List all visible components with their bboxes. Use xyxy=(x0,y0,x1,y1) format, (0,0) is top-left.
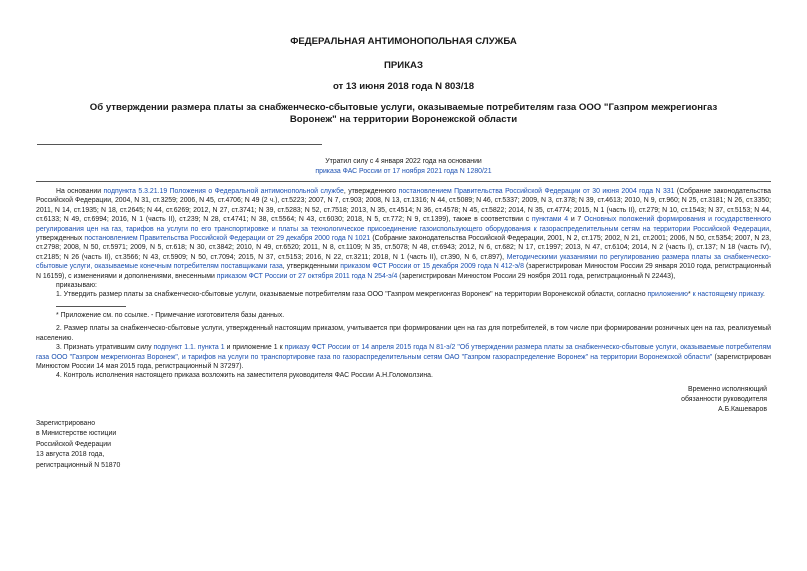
registration-line-2: в Министерстве юстиции xyxy=(36,430,117,438)
status-link[interactable]: приказа ФАС России от 17 ноября 2021 года N 1280/21 xyxy=(315,168,492,175)
preamble-text: , утвержденными xyxy=(282,263,341,271)
doc-date-number: от 13 июня 2018 года N 803/18 xyxy=(332,81,475,92)
link-gov-decree-331[interactable]: постановлением Правительства Российской Федерации от 30 июня 2004 года N 331 xyxy=(398,188,675,195)
link-points-4[interactable]: пунктами 4 xyxy=(531,216,569,224)
link-fas-regulation[interactable]: подпункта 5.3.21.19 Положения о Федеральной антимонопольной службе xyxy=(103,188,344,195)
agency-title: ФЕДЕРАЛЬНАЯ АНТИМОНОПОЛЬНАЯ СЛУЖБА xyxy=(290,36,517,47)
status-note xyxy=(36,157,771,177)
footnote: * Приложение см. по ссылке. - Примечание изготовителя базы данных. xyxy=(56,311,285,319)
item-3-text: 3. Признать утратившим силу xyxy=(56,344,154,352)
link-fst-order-412[interactable]: приказом ФСТ России от 15 декабря 2009 года N 412-э/8 xyxy=(340,263,524,271)
registration-date: 13 августа 2018 года, xyxy=(36,451,105,459)
preamble-text: и 7 xyxy=(568,216,585,224)
doc-type: ПРИКАЗ xyxy=(384,60,423,71)
registration-number: регистрационный N 51870 xyxy=(36,461,121,469)
preamble-text: , утвержденного xyxy=(343,188,399,195)
footnote-marker: * xyxy=(687,291,691,299)
divider-mid xyxy=(36,181,771,182)
status-line: Утратил силу с 4 января 2022 года на основании xyxy=(325,158,482,165)
document-body xyxy=(36,187,771,381)
preamble-text: , утвержденных xyxy=(36,225,771,243)
link-gov-decree-1021[interactable]: постановлением Правительства Российской Федерации от 29 декабря 2000 года N 1021 xyxy=(84,235,371,243)
link-fst-order-254[interactable]: приказом ФСТ России от 27 октября 2011 года N 254-э/4 xyxy=(216,272,398,280)
preamble-text: (зарегистрирован Минюстом России 29 ноября 2011 года, регистрационный N 22443), xyxy=(397,272,676,280)
order-word: приказываю: xyxy=(56,282,97,290)
item-3-text: и приложение 1 к xyxy=(224,344,285,352)
item-3-text: (зарегистрирован Минюстом России 14 мая 2015 года, регистрационный N 37297). xyxy=(36,353,771,370)
registration-line-3: Российской Федерации xyxy=(36,440,111,448)
signature-line-1: Временно исполняющий xyxy=(688,385,767,393)
link-subpoint-1-1[interactable]: подпункт 1.1. пункта 1 xyxy=(153,344,225,352)
divider-top xyxy=(37,144,322,145)
registration-block xyxy=(36,419,771,472)
link-appendix[interactable]: приложению xyxy=(647,291,688,299)
preamble-text: На основании xyxy=(56,188,104,195)
preamble-text: (зарегистрирован Минюстом России 29 января 2010 года, регистрационный N 16159), с изменениями и дополнениями, внесенными xyxy=(36,263,771,280)
item-4: 4. Контроль исполнения настоящего приказа возложить на заместителя руководителя ФАС России А.Н.Голомолзина. xyxy=(56,372,433,380)
item-3 xyxy=(36,343,771,371)
preamble-text: (Собрание законодательства Российской Федерации, 2004, N 31, ст.3259; 2006, N 45, ст.4706; N 49 (2 ч.), ст.5223; 2007, N 7, ст.903; 2008, N 13, ст.1316; N 44, ст.5089; N 46, ст.5337; 2009, N 3, ст.378; N 39, ст.4613; 2010, N 9, ст.960; N 25, ст.3181; N 26, ст.3350; 2011, N 14, ст.1935; N 18, ст.2645; N 44, ст.6269; 2012, N 27, ст.3741; N 39, ст.5283; N 52, ст.7518; 2013, N 35, ст.4514; N 36, ст.4578; N 45, ст.5822; 2014, N 35, ст.4774; 2015, N 1 (часть II), ст.279; N 10, ст.1543; N 37, ст.5153; N 44, ст.6133; N 49, ст.6994; 2016, N 1 (часть II), ст.239; N 28, ст.4741; N 38, ст.5564; N 43, ст.6030; 2018, N 5, ст.772; N 9, ст.1399), также в соответствии с xyxy=(36,188,771,224)
item-2: 2. Размер платы за снабженческо-сбытовые услуги, утвержденный настоящим приказом, учитывается при формировании цен на газ для потребителей, в том числе при формировании розничных цен на газ, реализуемый населению. xyxy=(36,325,771,342)
link-basic-provisions[interactable]: Основных положений формирования и государственного регулирования цен на газ, тарифов на услуги по его транспортировке и платы за технологическое присоединение газоиспользующего оборудования к газораспределительным сетям на территории Российской Федерации xyxy=(36,216,771,233)
preamble-paragraph xyxy=(36,187,771,281)
link-methodical-guidelines[interactable]: Методическими указаниями по регулированию размера платы за снабженческо-сбытовые услуги, оказываемые конечным потребителям поставщиками газа xyxy=(36,253,771,271)
item-1-text: 1. Утвердить размер платы за снабженческо-сбытовые услуги, оказываемые потребителям газа ООО "Газпром межрегионгаз Воронеж" на территории Воронежской области, согласно xyxy=(56,291,648,299)
link-fst-order-81[interactable]: приказу ФСТ России от 14 апреля 2015 года N 81-э/2 "Об утверждении размера платы за снабженческо-сбытовые услуги, оказываемые потребителям газа ООО "Газпром межрегионгаз Воронеж", и тарифов на услуги по транспортировке газа по газораспределительным сетям ОАО "Газпром газораспределение Воронеж" на территории Воронежской области" xyxy=(36,344,771,361)
signature-line-2: обязанности руководителя xyxy=(681,395,767,403)
document-page xyxy=(36,30,771,471)
signature-block xyxy=(36,385,771,415)
signatory-name: А.Б.Кашеваров xyxy=(718,405,767,413)
item-1 xyxy=(36,290,771,299)
preamble-text: (Собрание законодательства Российской Федерации, 2001, N 2, ст.175; 2002, N 21, ст.2001; 2006, N 50, ст.5354; 2007, N 23, ст.2798; 2008, N 50, ст.5971; 2009, N 5, ст.618; N 30, ст.3842; 2010, N 49, ст.6520; 2011, N 8, ст.1109; N 35, ст.5078; N 48, ст.6943; 2012, N 6, ст.682; N 17, ст.1997; 2013, N 47, ст.6104; 2014, N 2 (часть I), ст.137; N 18 (часть IV), ст.2185; N 26 (часть II), ст.3566; N 43, ст.5909; N 50, ст.7094; 2015, N 37, ст.5153; 2016, N 22, ст.3211; 2018, N 1 (часть II), ст.390, N 6, ст.897), xyxy=(36,235,772,261)
registration-line-1: Зарегистрировано xyxy=(36,419,96,427)
doc-subject: Об утверждении размера платы за снабженческо-сбытовые услуги, оказываемые потребителям газа ООО "Газпром межрегионгаз Воронеж" на территории Воронежской области xyxy=(89,102,718,125)
item-1-end: . xyxy=(763,291,765,299)
footnote-divider xyxy=(56,306,126,307)
link-to-this-order[interactable]: к настоящему приказу xyxy=(690,291,763,299)
